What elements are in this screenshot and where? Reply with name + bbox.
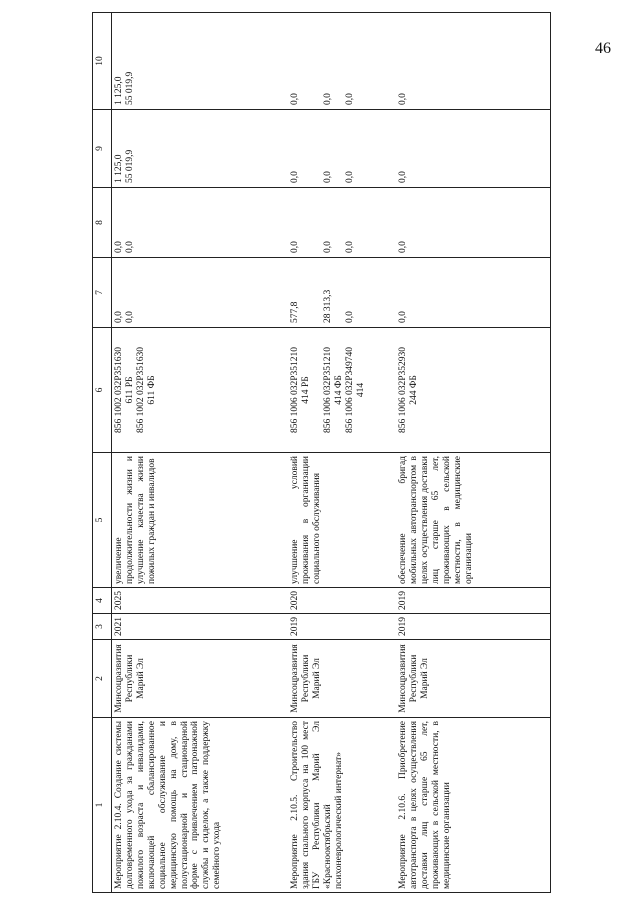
column-header: 6 xyxy=(93,328,112,453)
amount-value: 55 019,9 xyxy=(124,71,135,105)
amount-value: 0,0 xyxy=(290,93,300,105)
rotated-table-container xyxy=(92,13,592,893)
budget-code-line xyxy=(312,331,323,449)
amount-value: 0,0 xyxy=(322,171,333,183)
budget-code-line: 611 ФБ xyxy=(146,375,157,405)
column-header: 9 xyxy=(93,110,112,188)
table-row xyxy=(288,13,396,893)
budget-code-line: 414 xyxy=(355,382,366,398)
amount-col7 xyxy=(288,258,396,328)
amount-col10 xyxy=(112,13,289,110)
amount-value: 0,0 xyxy=(344,241,355,253)
spacer xyxy=(312,191,323,253)
amount-value: 1 125,0 xyxy=(114,76,124,105)
spacer xyxy=(334,261,345,323)
expected-result: обеспечение бригад мобильных автотранспортом в целях осуществления доставки лиц старше 65 лет, проживающих в сельской местности, в медицинские организации xyxy=(396,453,551,588)
start-year: 2019 xyxy=(396,614,551,640)
column-header: 5 xyxy=(93,453,112,588)
amount-value: 0,0 xyxy=(114,241,124,253)
amount-col8 xyxy=(112,188,289,258)
page-number: 46 xyxy=(595,40,611,57)
amount-value: 0,0 xyxy=(114,311,124,323)
column-header: 8 xyxy=(93,188,112,258)
amount-value: 0,0 xyxy=(290,241,300,253)
amount-col9 xyxy=(112,110,289,188)
end-year: 2025 xyxy=(112,588,289,614)
budget-code xyxy=(112,328,289,453)
amount-value: 577,8 xyxy=(290,301,300,323)
amount-value: 0,0 xyxy=(322,93,333,105)
spacer xyxy=(334,191,345,253)
spacer xyxy=(334,16,345,105)
budget-code-line: 414 РБ xyxy=(300,376,311,404)
budget-code-line: 244 ФБ xyxy=(408,375,419,405)
budget-code-line: 856 1002 032P351630 xyxy=(135,346,146,434)
amount-col10 xyxy=(288,13,396,110)
budget-code-line: 856 1006 032P349740 xyxy=(344,346,355,434)
column-header: 1 xyxy=(93,718,112,893)
column-header: 10 xyxy=(93,13,112,110)
amount-value: 0,0 xyxy=(124,241,135,253)
budget-code-line: 856 1002 032P351630 xyxy=(114,346,124,434)
column-header: 4 xyxy=(93,588,112,614)
expected-result: улучшение условий проживания в организации социального обслуживания xyxy=(288,453,396,588)
budget-code-line: 414 ФБ xyxy=(333,375,344,405)
spacer xyxy=(312,16,323,105)
amount-col10: 0,0 xyxy=(396,13,551,110)
activity-name: Мероприятие 2.10.5. Строительство здания спального корпуса на 100 мест ГБУ Республики Марий Эл «Краснооктябрьский психоневрологический интернат» xyxy=(288,718,396,893)
table-row xyxy=(112,13,289,893)
amount-value: 0,0 xyxy=(344,171,355,183)
table-row xyxy=(396,13,551,893)
start-year: 2019 xyxy=(288,614,396,640)
amount-value: 0,0 xyxy=(322,241,333,253)
amount-value: 0,0 xyxy=(344,311,355,323)
budget-code-line: 856 1006 032P351210 xyxy=(290,346,300,434)
amount-value: 28 313,3 xyxy=(322,289,333,323)
amount-value: 0,0 xyxy=(290,171,300,183)
spacer xyxy=(301,261,312,323)
end-year: 2020 xyxy=(288,588,396,614)
amount-col8: 0,0 xyxy=(396,188,551,258)
activity-name: Мероприятие 2.10.4. Создание системы долговременного ухода за гражданами пожилого возраста и инвалидами, включающей сбалансированное социальное обслуживание и медицинскую помощь на дому, в полустационарной и стационарной форме с привлечением патронажной службы и сиделок, а также поддержку семейного ухода xyxy=(112,718,289,893)
spacer xyxy=(334,113,345,183)
budget-code-line: 856 1006 032P352930 xyxy=(398,346,408,434)
amount-col8 xyxy=(288,188,396,258)
responsible-executor: Минсоцразвития Республики Марий Эл xyxy=(112,640,289,718)
spacer xyxy=(301,191,312,253)
expected-result: увеличение продолжительности жизни и улучшение качества жизни пожилых граждан и инвалидов xyxy=(112,453,289,588)
spacer xyxy=(312,261,323,323)
column-number-row xyxy=(93,13,112,893)
amount-value: 55 019,9 xyxy=(124,149,135,183)
budget-code xyxy=(288,328,396,453)
spacer xyxy=(312,113,323,183)
column-header: 2 xyxy=(93,640,112,718)
amount-col7: 0,0 xyxy=(396,258,551,328)
amount-value: 0,0 xyxy=(344,93,355,105)
amount-value: 1 125,0 xyxy=(114,154,124,183)
amount-col9 xyxy=(288,110,396,188)
budget-code xyxy=(396,328,551,453)
spacer xyxy=(301,16,312,105)
amount-value: 0,0 xyxy=(124,311,135,323)
spacer xyxy=(301,113,312,183)
budget-code-line: 856 1006 032P351210 xyxy=(322,346,333,434)
responsible-executor: Минсоцразвития Республики Марий Эл xyxy=(288,640,396,718)
amount-col9: 0,0 xyxy=(396,110,551,188)
responsible-executor: Минсоцразвития Республики Марий Эл xyxy=(396,640,551,718)
column-header: 7 xyxy=(93,258,112,328)
column-header: 3 xyxy=(93,614,112,640)
end-year: 2019 xyxy=(396,588,551,614)
program-activities-table xyxy=(92,12,551,893)
amount-col7 xyxy=(112,258,289,328)
start-year: 2021 xyxy=(112,614,289,640)
budget-code-line: 611 РБ xyxy=(124,376,135,404)
activity-name: Мероприятие 2.10.6. Приобретение автотранспорта в целях осуществления доставки лиц старше 65 лет, проживающих в сельской местности, в медицинские организации xyxy=(396,718,551,893)
